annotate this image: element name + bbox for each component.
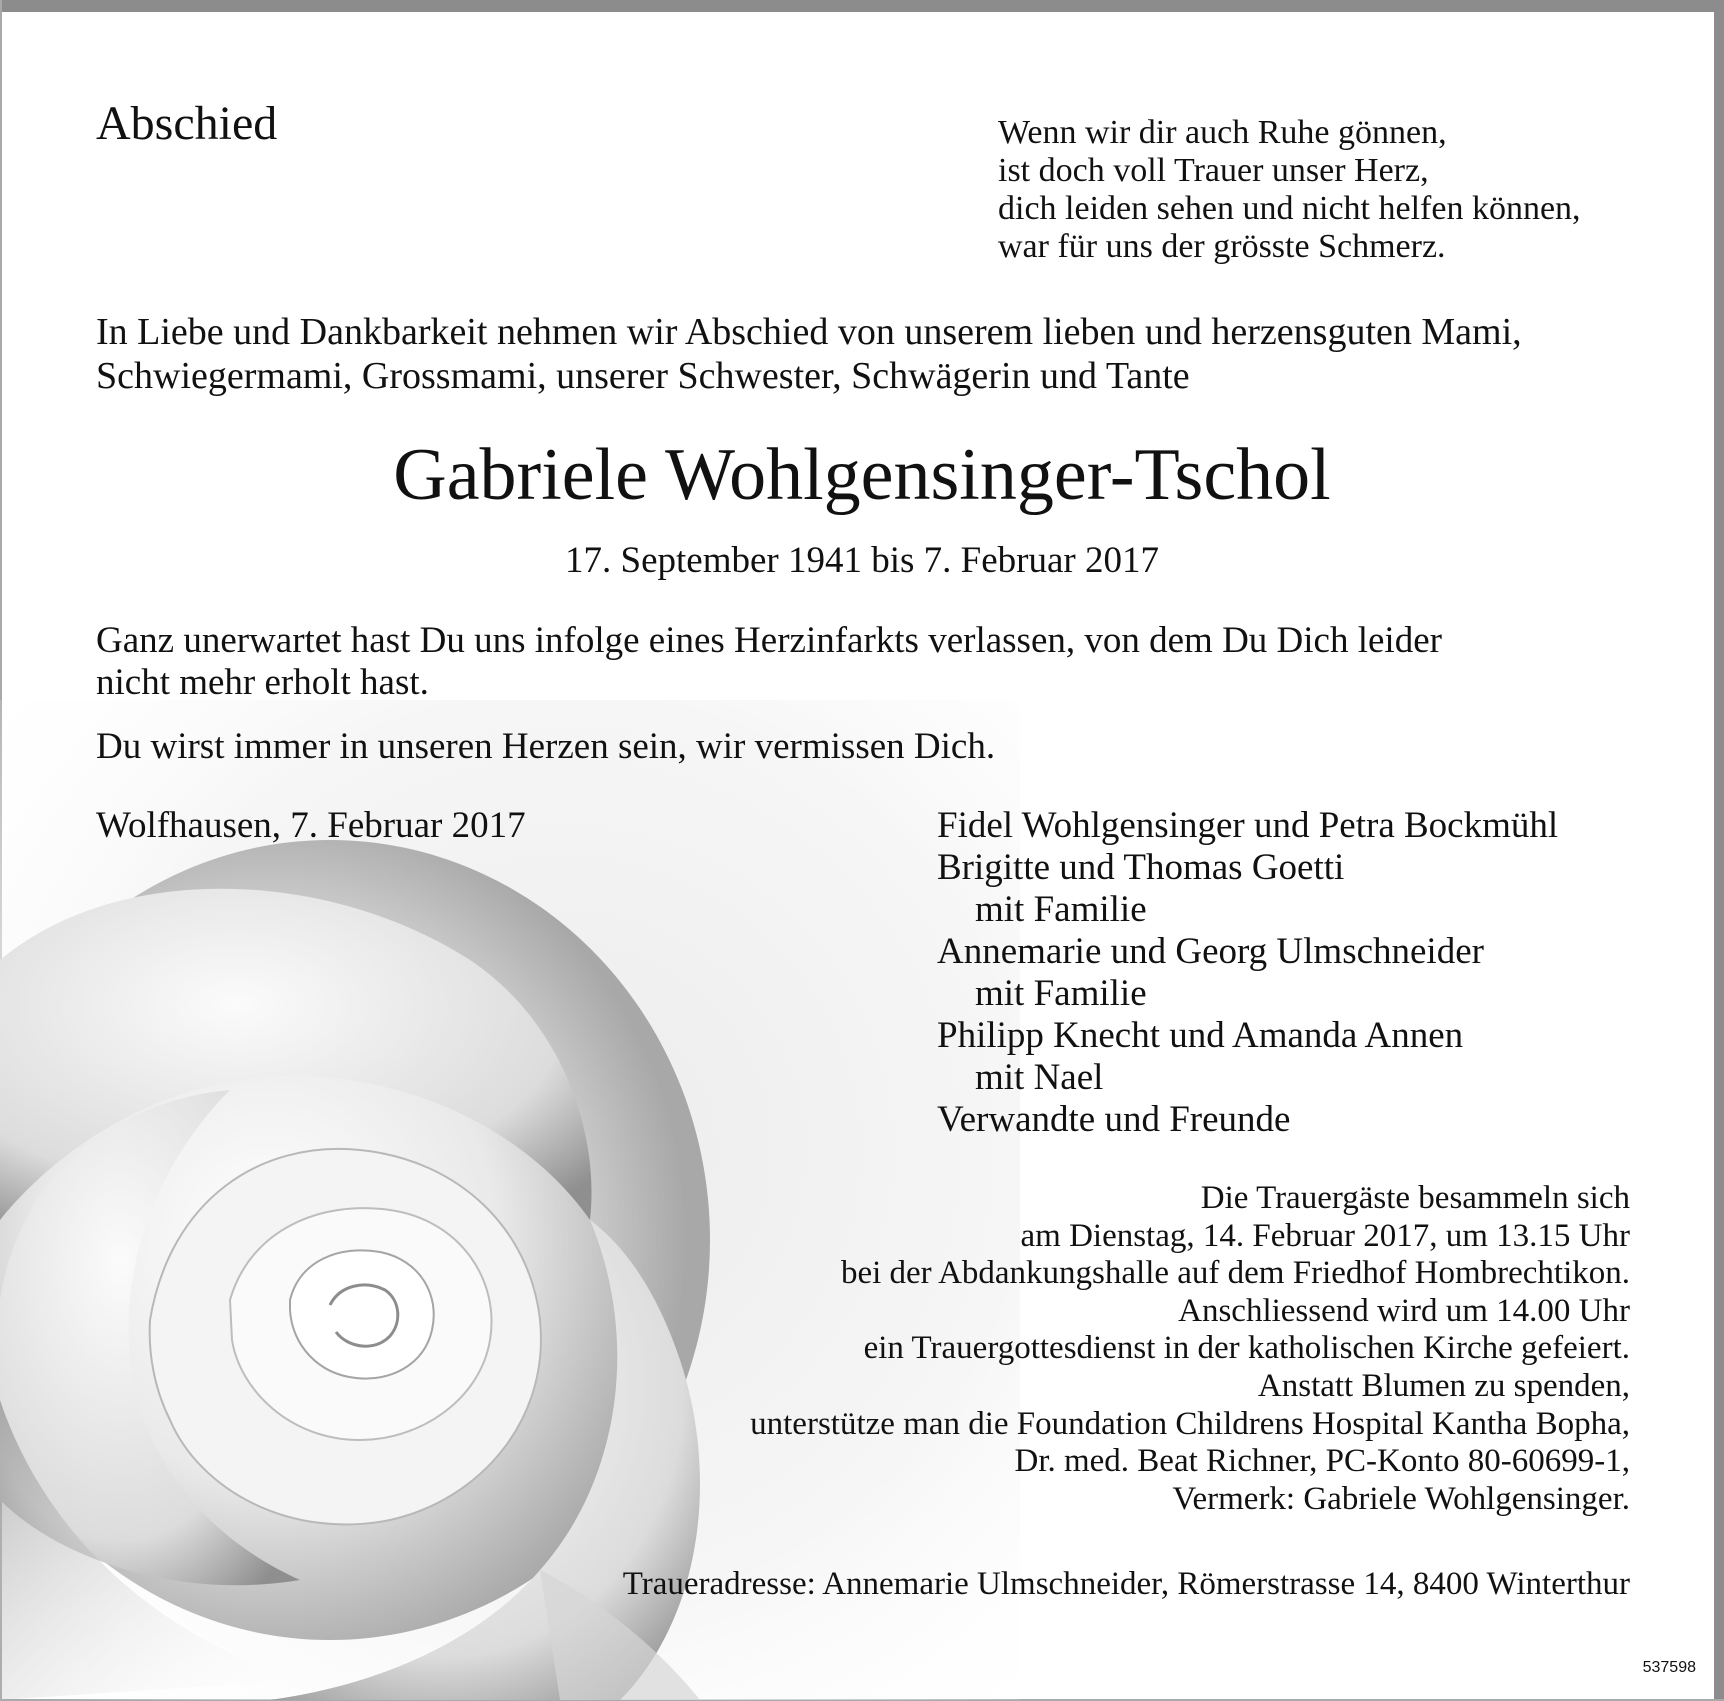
ceremony-line: ein Trauergottesdienst in der katholischen Kirche gefeiert. [863,1330,1630,1367]
life-dates: 17. September 1941 bis 7. Februar 2017 [565,540,1159,581]
message-closing: Du wirst immer in unseren Herzen sein, wir vermissen Dich. [96,726,996,767]
ceremony-line: am Dienstag, 14. Februar 2017, um 13.15 Uhr [1020,1217,1630,1254]
ceremony-line: bei der Abdankungshalle auf dem Friedhof Hombrechtikon. [840,1255,1630,1292]
poem-line: war für uns der grösste Schmerz. [998,228,1446,265]
message-line: Ganz unerwartet hast Du uns infolge eines Herzinfarkts verlassen, von dem Du Dich leider [96,620,1442,661]
mourner-line: Philipp Knecht und Amanda Annen [937,1015,1464,1056]
ceremony-line: Anschliessend wird um 14.00 Uhr [1178,1292,1630,1329]
mourner-line: mit Nael [975,1057,1104,1098]
page-border-right [1714,0,1724,1701]
ceremony-line: Vermerk: Gabriele Wohlgensinger. [1172,1480,1630,1517]
poem-line: ist doch voll Trauer unser Herz, [998,152,1429,189]
intro-line: Schwiegermami, Grossmami, unserer Schwester, Schwägerin und Tante [96,355,1190,397]
mourning-address: Traueradresse: Annemarie Ulmschneider, Römerstrasse 14, 8400 Winterthur [622,1566,1630,1602]
mourner-line: Fidel Wohlgensinger und Petra Bockmühl [937,805,1559,846]
ceremony-info [750,1180,1630,1518]
heading: Abschied [96,97,278,150]
ceremony-line: Die Trauergäste besammeln sich [1200,1180,1630,1216]
ceremony-line: Dr. med. Beat Richner, PC-Konto 80-60699-1, [1014,1443,1630,1480]
place-date: Wolfhausen, 7. Februar 2017 [96,805,526,846]
poem-line: dich leiden sehen und nicht helfen können, [998,190,1581,227]
mourner-line: mit Familie [975,889,1147,930]
message-line: nicht mehr erholt hast. [96,662,429,703]
deceased-name: Gabriele Wohlgensinger-Tschol [393,434,1331,516]
page-border-top [0,0,1724,12]
mourner-line: Annemarie und Georg Ulmschneider [937,931,1484,972]
mourner-line: Brigitte und Thomas Goetti [937,847,1345,888]
mourner-line: Verwandte und Freunde [937,1099,1291,1140]
intro-text [96,310,1522,398]
intro-line: In Liebe und Dankbarkeit nehmen wir Abschied von unserem lieben und herzensguten Mami, [96,311,1522,353]
ceremony-line: unterstütze man die Foundation Childrens Hospital Kantha Bopha, [750,1405,1630,1442]
mourners-list [937,805,1558,1141]
poem-line: Wenn wir dir auch Ruhe gönnen, [998,114,1447,151]
poem [998,114,1581,266]
ceremony-line: Anstatt Blumen zu spenden, [1257,1367,1630,1404]
mourner-line: mit Familie [975,973,1147,1014]
message-text [96,620,1630,704]
ad-number: 537598 [1642,1659,1696,1676]
